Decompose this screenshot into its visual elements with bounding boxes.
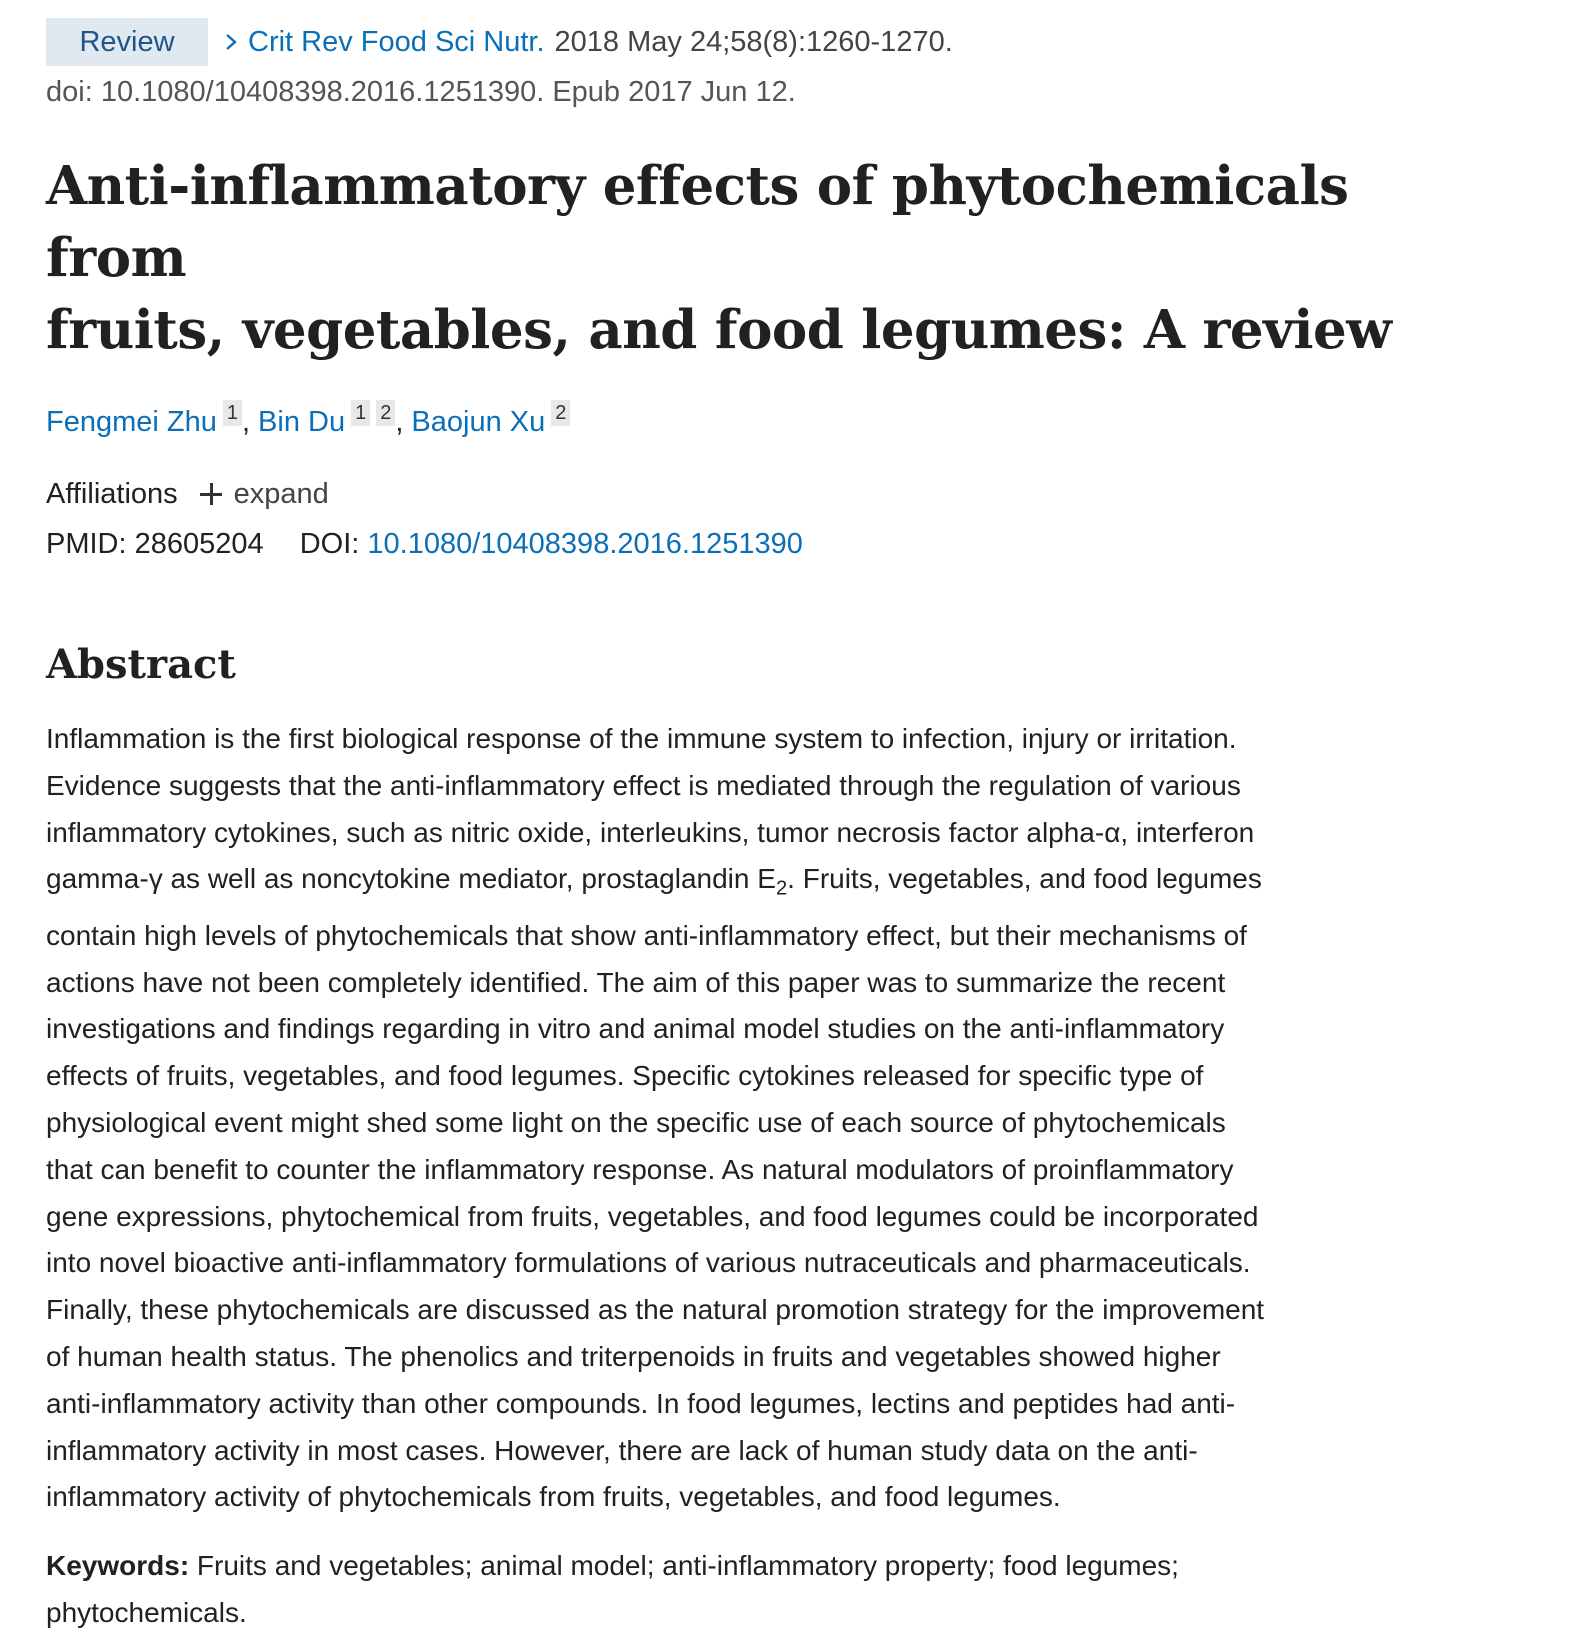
title-line-2: fruits, vegetables, and food legumes: A review [46, 299, 1392, 361]
abstract-line: inflammatory activity of phytochemicals from fruits, vegetables, and food legumes. [46, 1481, 1061, 1513]
page-title [46, 150, 1486, 366]
author-separator: , [395, 406, 404, 438]
article-page [46, 18, 1486, 1637]
title-line-1: Anti-inflammatory effects of phytochemicals from [46, 155, 1349, 289]
abstract-line: effects of fruits, vegetables, and food legumes. Specific cytokines released for specific type of [46, 1060, 1204, 1092]
citation-line [46, 18, 1486, 66]
abstract-line: physiological event might shed some light on the specific use of each source of phytochemicals [46, 1106, 1226, 1138]
abstract-line-part: . Fruits, vegetables, and food legumes [787, 863, 1262, 895]
plus-icon [200, 483, 222, 505]
citation-doi-line [46, 76, 1486, 112]
abstract-line: Finally, these phytochemicals are discussed as the natural promotion strategy for the improvement [46, 1294, 1265, 1326]
expand-label[interactable]: expand [233, 477, 329, 510]
chevron-right-icon [222, 33, 240, 51]
affiliation-ref[interactable]: 2 [376, 400, 395, 426]
pmid-value: 28605204 [134, 528, 264, 560]
keywords-text: Fruits and vegetables; animal model; anti-inflammatory property; food legumes; [189, 1550, 1179, 1582]
keywords-label: Keywords: [46, 1550, 190, 1582]
abstract-line-e2 [46, 856, 1486, 912]
citation-doi: doi: 10.1080/10408398.2016.1251390. [46, 76, 545, 108]
citation-date: 2018 May 24;58(8):1260-1270. [554, 25, 953, 58]
abstract-line: contain high levels of phytochemicals that show anti-inflammatory effect, but their mechanisms of [46, 919, 1247, 951]
abstract-heading: Abstract [46, 641, 236, 688]
author-list [46, 402, 1486, 446]
keywords-line [46, 1543, 1486, 1590]
subscript: 2 [775, 877, 788, 900]
abstract-line: actions have not been completely identified. The aim of this paper was to summarize the recent [46, 966, 1226, 998]
journal-link[interactable]: Crit Rev Food Sci Nutr. [248, 25, 545, 58]
affiliation-ref[interactable]: 1 [223, 400, 242, 426]
keywords [46, 1543, 1486, 1637]
abstract-line: anti-inflammatory activity than other compounds. In food legumes, lectins and peptides had anti- [46, 1387, 1236, 1419]
abstract-line-part: gamma-γ as well as noncytokine mediator, prostaglandin E [46, 863, 776, 895]
affiliation-ref[interactable]: 2 [551, 400, 570, 426]
abstract-line: inflammatory cytokines, such as nitric oxide, interleukins, tumor necrosis factor alpha-α, interferon [46, 816, 1255, 848]
identifiers [46, 528, 1486, 568]
abstract-line: Inflammation is the first biological response of the immune system to infection, injury or irritation. [46, 723, 1237, 754]
doi-label: DOI: [299, 528, 360, 560]
abstract-line: of human health status. The phenolics and triterpenoids in fruits and vegetables showed higher [46, 1340, 1221, 1372]
author-separator: , [241, 406, 251, 438]
keywords-text: phytochemicals. [46, 1596, 247, 1628]
abstract-line: Evidence suggests that the anti-inflammatory effect is mediated through the regulation of various [46, 769, 1241, 801]
abstract-text [46, 716, 1486, 1521]
article-type-badge: Review [46, 18, 208, 66]
author-link[interactable]: Bin Du [258, 406, 346, 438]
abstract-line: investigations and findings regarding in vitro and animal model studies on the anti-inflammatory [46, 1013, 1225, 1045]
affiliation-ref[interactable]: 1 [351, 400, 370, 426]
doi-link[interactable]: 10.1080/10408398.2016.1251390 [367, 528, 803, 560]
pmid-label: PMID: [46, 528, 127, 560]
abstract-line: gene expressions, phytochemical from fruits, vegetables, and food legumes could be incorporated [46, 1200, 1259, 1232]
author-link[interactable]: Fengmei Zhu [46, 406, 217, 438]
affiliations-toggle[interactable] [46, 474, 1486, 514]
abstract-line: inflammatory activity in most cases. However, there are lack of human study data on the anti- [46, 1434, 1198, 1466]
author-link[interactable]: Baojun Xu [411, 406, 546, 438]
abstract-line: that can benefit to counter the inflammatory response. As natural modulators of proinflammatory [46, 1153, 1234, 1185]
abstract-line: into novel bioactive anti-inflammatory formulations of various nutraceuticals and pharmaceuticals. [46, 1247, 1251, 1279]
affiliations-label: Affiliations [46, 477, 178, 510]
epub-date: Epub 2017 Jun 12. [552, 76, 796, 108]
